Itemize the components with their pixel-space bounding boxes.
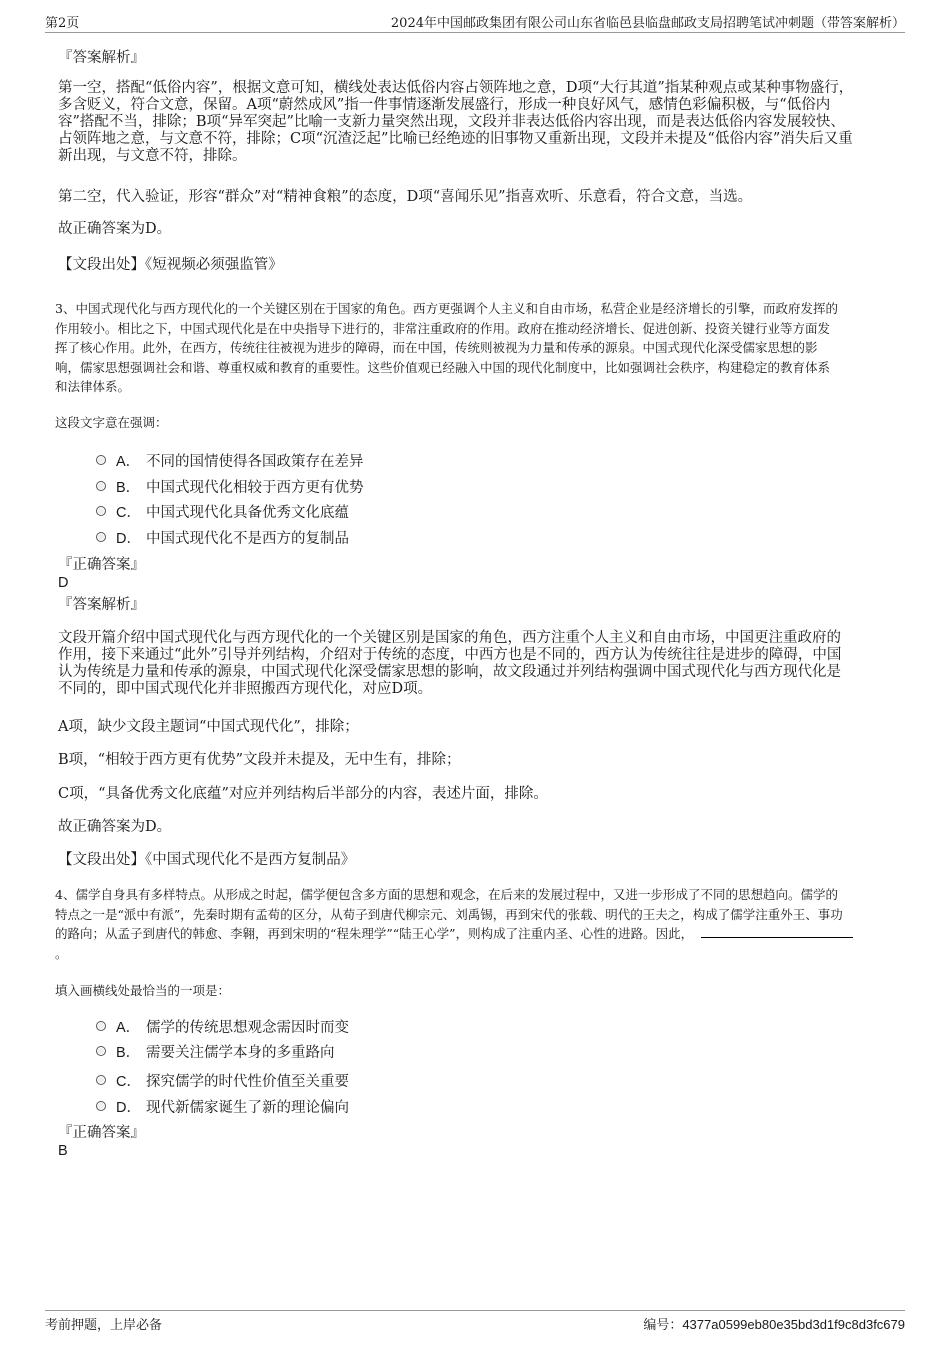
radio-icon[interactable] <box>96 532 106 542</box>
q2-analysis-line: 多含贬义，符合文意，保留。A项“蔚然成风”指一件事情逐渐发展盛行，形成一种良好风气，感情色彩偏积极，与“低俗内 <box>58 97 831 113</box>
q2-analysis-line: 容”搭配不当，排除；B项“异军突起”比喻一支新力量突然出现，文段并非表达低俗内容出现，而是表达低俗内容发展较快、 <box>58 114 845 130</box>
radio-icon[interactable] <box>96 1046 106 1056</box>
q3-analysis-line: 认为传统是力量和传承的源泉，中国式现代化深受儒家思想的影响，故文段通过并列结构强调中国式现代化与西方现代化是 <box>58 664 841 680</box>
document-title: 2024年中国邮政集团有限公司山东省临邑县临盘邮政支局招聘笔试冲刺题（带答案解析） <box>390 16 905 31</box>
q3-stem-line: 作用较小。相比之下，中国式现代化是在中央指导下进行的，非常注重政府的作用。政府在推动经济增长、促进创新、投资关键行业等方面发 <box>55 320 831 336</box>
q4-option-c[interactable]: C． 探究儒学的时代性价值至关重要 <box>96 1070 349 1090</box>
q4-stem-line-with-blank: 的路向；从孟子到唐代的韩愈、李翱，再到宋明的“程朱理学”“陆王心学”，则构成了注重内圣、心性的进路。因此， <box>55 924 900 944</box>
q3-analysis-text <box>58 630 898 698</box>
q2-analysis-line: 占领阵地之意，与文意不符，排除；C项“沉渣泛起”比喻已经绝迹的旧事物又重新出现，文段并未提及“低俗内容”消失后又重 <box>58 131 853 147</box>
q3-note-b: B项，“相较于西方更有优势”文段并未提及，无中生有，排除； <box>58 752 461 768</box>
q4-option-a[interactable]: A． 儒学的传统思想观念需因时而变 <box>96 1016 349 1036</box>
q3-stem-line: 和法律体系。 <box>55 379 131 394</box>
q3-answer-heading: 『正确答案』 <box>58 557 145 573</box>
q4-prompt: 填入画横线处最恰当的一项是： <box>55 983 231 998</box>
radio-icon[interactable] <box>96 481 106 491</box>
radio-icon[interactable] <box>96 1075 106 1085</box>
answer-blank <box>701 937 853 938</box>
footer-slogan: 考前押题，上岸必备 <box>45 1318 163 1333</box>
q3-option-b[interactable]: B． 中国式现代化相较于西方更有优势 <box>96 476 364 496</box>
q3-analysis-line: 作用，接下来通过“此外”引导并列结构，介绍对于传统的态度，中西方也是不同的，西方认为传统往往是进步的障碍，中国 <box>58 647 842 663</box>
q3-conclusion: 故正确答案为D。 <box>58 819 172 835</box>
q4-stem <box>55 885 900 963</box>
q4-stem-end: 。 <box>55 945 68 961</box>
q2-source: 【文段出处】《短视频必须强监管》 <box>58 257 283 273</box>
q3-note-c: C项，“具备优秀文化底蕴”对应并列结构后半部分的内容，表述片面，排除。 <box>58 786 548 802</box>
q2-conclusion: 故正确答案为D。 <box>58 221 172 237</box>
q3-analysis-line: 文段开篇介绍中国式现代化与西方现代化的一个关键区别是国家的角色，西方注重个人主义和自由市场，中国更注重政府的 <box>58 630 841 646</box>
q3-analysis-heading: 『答案解析』 <box>58 597 145 613</box>
q4-answer-heading: 『正确答案』 <box>58 1125 145 1141</box>
q3-stem <box>55 299 900 397</box>
radio-icon[interactable] <box>96 1101 106 1111</box>
q3-answer: D <box>58 575 69 591</box>
q3-option-a[interactable]: A． 不同的国情使得各国政策存在差异 <box>96 450 364 470</box>
q4-answer: B <box>58 1143 68 1159</box>
q2-analysis-text <box>58 80 898 165</box>
radio-icon[interactable] <box>96 506 106 516</box>
q2-second-blank: 第二空，代入验证，形容“群众”对“精神食粮”的态度，D项“喜闻乐见”指喜欢听、乐意看，符合文意，当选。 <box>58 189 753 205</box>
radio-icon[interactable] <box>96 1021 106 1031</box>
radio-icon[interactable] <box>96 455 106 465</box>
page-number: 第2页 <box>45 16 80 31</box>
q2-analysis-line: 新出现，与文意不符，排除。 <box>58 148 247 164</box>
document-code: 编号：4377a0599eb80e35bd3d1f9c8d3fc679 <box>643 1317 905 1332</box>
q4-option-b[interactable]: B． 需要关注儒学本身的多重路向 <box>96 1041 335 1061</box>
q4-option-d[interactable]: D． 现代新儒家诞生了新的理论偏向 <box>96 1096 349 1116</box>
page-footer <box>45 1310 905 1333</box>
q3-stem-line: 3、中国式现代化与西方现代化的一个关键区别在于国家的角色。西方更强调个人主义和自由市场，私营企业是经济增长的引擎，而政府发挥的 <box>55 301 838 316</box>
q4-stem-line: 特点之一是“派中有派”，先秦时期有孟荀的区分，从荀子到唐代柳宗元、刘禹锡，再到宋代的张载、明代的王夫之，构成了儒学注重外王、事功 <box>55 906 843 922</box>
page-header <box>45 12 905 33</box>
q3-source: 【文段出处】《中国式现代化不是西方复制品》 <box>58 852 356 868</box>
q2-analysis-heading: 『答案解析』 <box>58 50 145 66</box>
q2-analysis-line: 第一空，搭配“低俗内容”，根据文意可知，横线处表达低俗内容占领阵地之意，D项“大行其道”指某种观点或某种事物盛行， <box>58 80 854 96</box>
q3-option-d[interactable]: D． 中国式现代化不是西方的复制品 <box>96 527 349 547</box>
q3-option-c[interactable]: C． 中国式现代化具备优秀文化底蕴 <box>96 501 349 521</box>
q3-note-a: A项，缺少文段主题词“中国式现代化”，排除； <box>58 719 359 735</box>
q3-stem-line: 响，儒家思想强调社会和谐、尊重权威和教育的重要性。这些价值观已经融入中国的现代化制度中，比如强调社会秩序，构建稳定的教育体系 <box>55 359 831 375</box>
q3-stem-line: 挥了核心作用。此外，在西方，传统往往被视为进步的障碍，而在中国，传统则被视为力量和传承的源泉。中国式现代化深受儒家思想的影 <box>55 340 818 355</box>
q3-prompt: 这段文字意在强调： <box>55 415 168 430</box>
q3-analysis-line: 不同的，即中国式现代化并非照搬西方现代化，对应D项。 <box>58 681 433 697</box>
q4-stem-line: 4、儒学自身具有多样特点。从形成之时起，儒学便包含多方面的思想和观念，在后来的发展过程中，又进一步形成了不同的思想趋向。儒学的 <box>55 887 838 902</box>
